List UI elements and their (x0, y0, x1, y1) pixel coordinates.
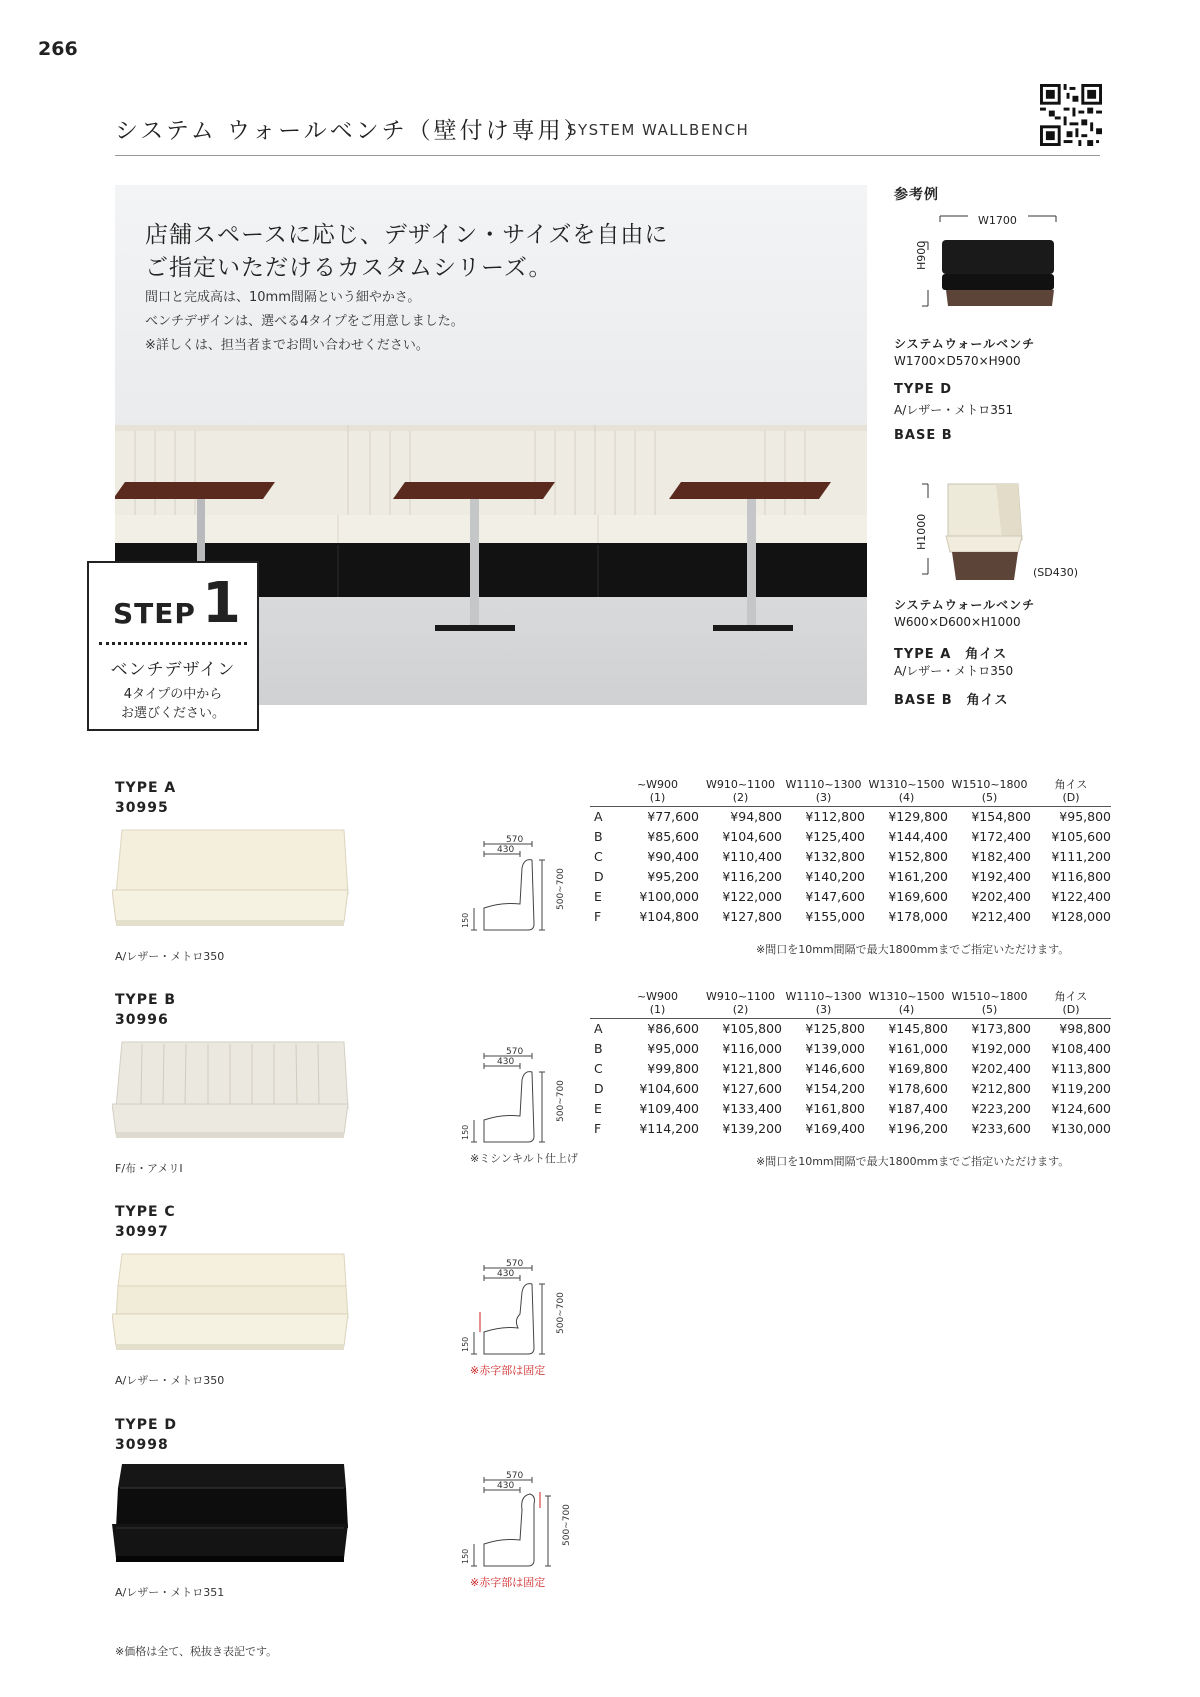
header-bottom: (5) (981, 1003, 998, 1016)
price-cell: ¥90,400 (647, 849, 699, 864)
reference-example-1-type: TYPE D (894, 382, 953, 397)
price-col-5-header (948, 990, 1031, 1019)
price-cell: ¥187,400 (888, 1101, 948, 1116)
hero-lead (145, 286, 464, 358)
type-b-note: ※ミシンキルト仕上げ (470, 1152, 578, 1165)
header-bottom: (4) (898, 1003, 915, 1016)
header-top: 角イス (1054, 990, 1088, 1003)
price-grade: C (594, 849, 603, 864)
reference-example-1-width: W1700 (978, 214, 1017, 227)
price-cell: ¥105,800 (722, 1021, 782, 1036)
price-cell: ¥113,800 (1051, 1061, 1111, 1076)
price-cell: ¥133,400 (722, 1101, 782, 1116)
reference-example-1-height: H900 (915, 240, 928, 270)
header-top: W1310~1500 (868, 990, 945, 1003)
price-cell: ¥173,800 (971, 1021, 1031, 1036)
type-b-label: TYPE B (115, 992, 177, 1008)
step-subtitle (89, 685, 257, 723)
hero-lead-line-3: ※詳しくは、担当者までお問い合わせください。 (145, 338, 429, 353)
price-cell: ¥223,200 (971, 1101, 1031, 1116)
price-cell: ¥169,400 (805, 1121, 865, 1136)
price-grade: B (594, 1041, 603, 1056)
price-cell: ¥128,000 (1051, 909, 1111, 924)
type-a-dim-430: 430 (497, 845, 515, 855)
price-cell: ¥121,800 (722, 1061, 782, 1076)
price-cell: ¥108,400 (1051, 1041, 1111, 1056)
price-cell: ¥169,600 (888, 889, 948, 904)
step-box (87, 561, 259, 731)
type-d-dim-height: 500~700 (562, 1504, 572, 1546)
table-row (590, 1119, 1111, 1139)
price-cell: ¥125,800 (805, 1021, 865, 1036)
header-top: W1110~1300 (785, 778, 862, 791)
type-a-price-note: ※間口を10mm間隔で最大1800mmまでご指定いただけます。 (756, 943, 1070, 956)
type-b-code: 30996 (115, 1012, 169, 1028)
reference-heading: 参考例 (894, 187, 939, 203)
reference-example-2-material: A/レザー・メトロ350 (894, 664, 1014, 678)
price-cell: ¥202,400 (971, 889, 1031, 904)
price-cell: ¥94,800 (730, 809, 782, 824)
price-cell: ¥161,800 (805, 1101, 865, 1116)
type-a-material: A/レザー・メトロ350 (115, 950, 225, 963)
table-row (590, 1079, 1111, 1099)
price-cell: ¥111,200 (1051, 849, 1111, 864)
reference-example-2-height: H1000 (915, 513, 928, 550)
price-col-1-header (616, 990, 699, 1019)
price-table-header (590, 990, 1111, 1019)
type-b-dim-seat: 150 (461, 1124, 470, 1140)
table-row (590, 1099, 1111, 1119)
price-grade: E (594, 889, 602, 904)
header-bottom: (1) (649, 1003, 666, 1016)
price-cell: ¥161,000 (888, 1041, 948, 1056)
page-title-english: SYSTEM WALLBENCH (567, 121, 750, 139)
hero-headline-line-2: ご指定いただけるカスタムシリーズ。 (145, 255, 553, 281)
price-cell: ¥146,600 (805, 1061, 865, 1076)
price-grade: A (594, 1021, 603, 1036)
price-cell: ¥154,800 (971, 809, 1031, 824)
type-c-label: TYPE C (115, 1204, 176, 1220)
table-row (590, 807, 1111, 828)
type-b-dim-height: 500~700 (556, 1080, 566, 1122)
price-cell: ¥233,600 (971, 1121, 1031, 1136)
price-cell: ¥129,800 (888, 809, 948, 824)
price-cell: ¥196,200 (888, 1121, 948, 1136)
price-cell: ¥132,800 (805, 849, 865, 864)
table-row (590, 907, 1111, 927)
reference-example-2-name: システムウォールベンチ (894, 598, 1036, 612)
price-cell: ¥114,200 (639, 1121, 699, 1136)
type-b-dim-570: 570 (506, 1047, 524, 1057)
type-d-heading (115, 1415, 177, 1455)
type-c-code: 30997 (115, 1224, 169, 1240)
price-cell: ¥105,600 (1051, 829, 1111, 844)
price-cell: ¥98,800 (1059, 1021, 1111, 1036)
price-cell: ¥86,600 (647, 1021, 699, 1036)
type-b-material: F/布・アメリI (115, 1162, 183, 1175)
price-cell: ¥122,000 (722, 889, 782, 904)
reference-example-1-dims: W1700×D570×H900 (894, 354, 1021, 368)
type-d-code: 30998 (115, 1437, 169, 1453)
type-a-code: 30995 (115, 800, 169, 816)
type-c-dim-570: 570 (506, 1259, 524, 1269)
type-a-price-table (590, 778, 1111, 927)
price-cell: ¥119,200 (1051, 1081, 1111, 1096)
price-cell: ¥139,200 (722, 1121, 782, 1136)
price-cell: ¥202,400 (971, 1061, 1031, 1076)
table-row (590, 847, 1111, 867)
type-c-material: A/レザー・メトロ350 (115, 1374, 225, 1387)
price-cell: ¥154,200 (805, 1081, 865, 1096)
price-cell: ¥99,800 (647, 1061, 699, 1076)
reference-example-1-base: BASE B (894, 428, 953, 443)
reference-example-1-name: システムウォールベンチ (894, 337, 1036, 351)
step-number: 1 (202, 571, 241, 636)
price-cell: ¥144,400 (888, 829, 948, 844)
price-grade: D (594, 1081, 604, 1096)
header-bottom: (D) (1062, 791, 1080, 804)
price-col-2-header (699, 778, 782, 807)
header-top: W1110~1300 (785, 990, 862, 1003)
type-c-dim-430: 430 (497, 1269, 515, 1279)
type-d-bench-illustration (112, 1462, 352, 1568)
header-top: 角イス (1054, 778, 1088, 791)
header-bottom: (2) (732, 791, 749, 804)
price-cell: ¥147,600 (805, 889, 865, 904)
header-top: ~W900 (636, 778, 679, 791)
page-number: 266 (38, 38, 78, 60)
type-a-dim-seat: 150 (461, 912, 470, 928)
price-cell: ¥178,000 (888, 909, 948, 924)
reference-corner-chair-illustration (918, 478, 1028, 588)
price-col-3-header (782, 778, 865, 807)
price-col-4-header (865, 778, 948, 807)
price-cell: ¥155,000 (805, 909, 865, 924)
price-cell: ¥125,400 (805, 829, 865, 844)
price-cell: ¥172,400 (971, 829, 1031, 844)
price-grade-header (590, 990, 616, 1019)
header-bottom: (2) (732, 1003, 749, 1016)
type-c-dim-seat: 150 (461, 1336, 470, 1352)
type-c-heading (115, 1202, 176, 1242)
header-bottom: (4) (898, 791, 915, 804)
price-cell: ¥152,800 (888, 849, 948, 864)
price-grade: A (594, 809, 603, 824)
type-d-material: A/レザー・メトロ351 (115, 1586, 225, 1599)
price-cell: ¥212,400 (971, 909, 1031, 924)
title-divider (115, 155, 1100, 156)
type-a-label: TYPE A (115, 780, 177, 796)
header-bottom: (3) (815, 791, 832, 804)
table-row (590, 1019, 1111, 1040)
type-b-dim-430: 430 (497, 1057, 515, 1067)
price-cell: ¥112,800 (805, 809, 865, 824)
type-d-dim-430: 430 (497, 1481, 515, 1491)
header-top: W910~1100 (705, 778, 776, 791)
type-a-bench-illustration (112, 826, 352, 932)
price-cell: ¥110,400 (722, 849, 782, 864)
price-cell: ¥145,800 (888, 1021, 948, 1036)
type-c-dim-height: 500~700 (556, 1292, 566, 1334)
price-cell: ¥109,400 (639, 1101, 699, 1116)
price-cell: ¥178,600 (888, 1081, 948, 1096)
reference-example-2-dims: W600×D600×H1000 (894, 615, 1021, 629)
price-cell: ¥161,200 (888, 869, 948, 884)
price-cell: ¥116,800 (1051, 869, 1111, 884)
price-cell: ¥124,600 (1051, 1101, 1111, 1116)
price-col-3-header (782, 990, 865, 1019)
header-top: W910~1100 (705, 990, 776, 1003)
step-subtitle-line-1: 4タイプの中から (123, 687, 223, 702)
header-bottom: (5) (981, 791, 998, 804)
hero-lead-line-2: ベンチデザインは、選べる4タイプをご用意しました。 (145, 314, 464, 329)
header-bottom: (1) (649, 791, 666, 804)
type-d-label: TYPE D (115, 1417, 178, 1433)
type-b-price-note: ※間口を10mm間隔で最大1800mmまでご指定いただけます。 (756, 1155, 1070, 1168)
type-d-note: ※赤字部は固定 (470, 1576, 546, 1589)
price-cell: ¥140,200 (805, 869, 865, 884)
price-col-2-header (699, 990, 782, 1019)
price-cell: ¥122,400 (1051, 889, 1111, 904)
table-row (590, 887, 1111, 907)
page-title: システム ウォールベンチ（壁付け専用） (115, 118, 590, 144)
type-b-bench-illustration (112, 1038, 352, 1144)
type-a-dim-height: 500~700 (556, 868, 566, 910)
type-b-price-table (590, 990, 1111, 1139)
price-cell: ¥85,600 (647, 829, 699, 844)
hero-headline (145, 219, 668, 285)
price-col-d-header (1031, 778, 1111, 807)
step-word: STEP (113, 597, 196, 630)
type-b-heading (115, 990, 176, 1030)
price-cell: ¥95,000 (647, 1041, 699, 1056)
price-grade-header (590, 778, 616, 807)
header-top: W1510~1800 (951, 778, 1028, 791)
step-divider (99, 642, 247, 645)
price-grade: D (594, 869, 604, 884)
qr-code-icon[interactable] (1040, 84, 1102, 146)
type-a-heading (115, 778, 176, 818)
price-cell: ¥127,800 (722, 909, 782, 924)
reference-example-1-material: A/レザー・メトロ351 (894, 403, 1014, 417)
price-cell: ¥104,600 (639, 1081, 699, 1096)
type-c-note: ※赤字部は固定 (470, 1364, 546, 1377)
step-title: ベンチデザイン (110, 660, 236, 680)
type-d-dim-570: 570 (506, 1471, 524, 1481)
step-subtitle-line-2: お選びください。 (120, 706, 225, 721)
type-c-bench-illustration (112, 1250, 352, 1356)
price-grade: C (594, 1061, 603, 1076)
price-cell: ¥104,600 (722, 829, 782, 844)
price-cell: ¥95,800 (1059, 809, 1111, 824)
reference-example-2-sd: (SD430) (1033, 566, 1079, 579)
table-row (590, 1059, 1111, 1079)
header-top: ~W900 (636, 990, 679, 1003)
price-col-5-header (948, 778, 1031, 807)
price-cell: ¥116,000 (722, 1041, 782, 1056)
reference-example-2-type: TYPE A 角イス (894, 647, 1008, 662)
header-bottom: (D) (1062, 1003, 1080, 1016)
table-row (590, 867, 1111, 887)
price-cell: ¥169,800 (888, 1061, 948, 1076)
reference-example-2-base: BASE B 角イス (894, 693, 1009, 708)
price-col-d-header (1031, 990, 1111, 1019)
footnote: ※価格は全て、税抜き表記です。 (115, 1645, 278, 1658)
price-cell: ¥127,600 (722, 1081, 782, 1096)
hero-headline-line-1: 店舗スペースに応じ、デザイン・サイズを自由に (145, 222, 669, 248)
header-top: W1310~1500 (868, 778, 945, 791)
type-a-dim-570: 570 (506, 835, 524, 845)
price-grade: E (594, 1101, 602, 1116)
price-table-header (590, 778, 1111, 807)
price-cell: ¥192,000 (971, 1041, 1031, 1056)
table-row (590, 1039, 1111, 1059)
header-bottom: (3) (815, 1003, 832, 1016)
price-col-4-header (865, 990, 948, 1019)
price-cell: ¥182,400 (971, 849, 1031, 864)
price-grade: B (594, 829, 603, 844)
type-d-dim-seat: 150 (461, 1548, 470, 1564)
type-d-profile-diagram (462, 1474, 572, 1574)
table-row (590, 827, 1111, 847)
header-top: W1510~1800 (951, 990, 1028, 1003)
price-cell: ¥95,200 (647, 869, 699, 884)
price-cell: ¥212,800 (971, 1081, 1031, 1096)
hero-lead-line-1: 間口と完成高は、10mm間隔という細やかさ。 (145, 290, 421, 305)
price-col-1-header (616, 778, 699, 807)
price-cell: ¥104,800 (639, 909, 699, 924)
price-cell: ¥192,400 (971, 869, 1031, 884)
price-grade: F (594, 1121, 602, 1136)
price-cell: ¥116,200 (722, 869, 782, 884)
price-cell: ¥130,000 (1051, 1121, 1111, 1136)
price-cell: ¥77,600 (647, 809, 699, 824)
price-cell: ¥139,000 (805, 1041, 865, 1056)
price-grade: F (594, 909, 602, 924)
price-cell: ¥100,000 (639, 889, 699, 904)
